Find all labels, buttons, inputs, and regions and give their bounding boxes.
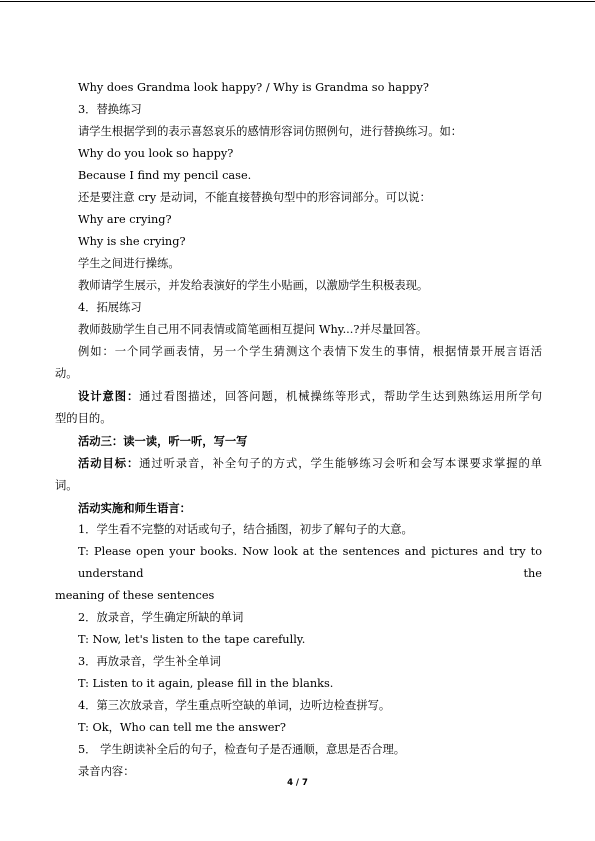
- document-body: [55, 77, 542, 783]
- step-line: T: Please open your books. Now look at the sentences and pictures and try to understand the: [78, 545, 542, 580]
- text-line: 教师鼓励学生自己用不同表情或简笔画相互提问 Why...?并尽量回答。: [78, 323, 428, 336]
- step-line: 5． 学生朗读补全后的句子，检查句子是否通顺，意思是否合理。: [78, 743, 406, 756]
- page-number: 4 / 7: [287, 778, 308, 788]
- header-rule: [0, 1, 595, 2]
- step-line: 录音内容：: [78, 765, 135, 778]
- step-line: 1．学生看不完整的对话或句子，结合插图，初步了解句子的大意。: [78, 523, 413, 536]
- activity3-title: 活动三：读一读，听一听，写一写: [78, 434, 248, 448]
- text-line: Why does Grandma look happy? / Why is Grandma so happy?: [78, 81, 429, 94]
- step-line: T: Listen to it again, please fill in the blanks.: [78, 677, 334, 690]
- step-line: 3．再放录音，学生补全单词: [78, 655, 221, 668]
- text-line: 动。: [55, 367, 78, 380]
- activity3-goal-text: 通过听录音，补全句子的方式，学生能够练习会听和会写本课要求掌握的单: [139, 457, 542, 470]
- step-line: 4．第三次放录音，学生重点听空缺的单词，边听边检查拼写。: [78, 699, 391, 712]
- text-line: Because I find my pencil case.: [78, 169, 252, 182]
- design-intent-text: 通过看图描述，回答问题，机械操练等形式，帮助学生达到熟练运用所学句: [139, 390, 542, 403]
- text-line: 请学生根据学到的表示喜怒哀乐的感情形容词仿照例句，进行替换练习。如：: [78, 125, 463, 138]
- text-line: Why do you look so happy?: [78, 147, 234, 160]
- text-line: 还是要注意 cry 是动词，不能直接替换句型中的形容词部分。可以说：: [78, 191, 431, 204]
- text-line: Why is she crying?: [78, 235, 186, 248]
- design-intent-line1: [55, 385, 542, 408]
- section-heading-4: 4．拓展练习: [78, 301, 142, 314]
- step-line: 2．放录音，学生确定所缺的单词: [78, 611, 244, 624]
- text-line: 例如：一个同学画表情，另一个学生猜测这个表情下发生的事情，根据情景开展言语活: [78, 345, 542, 358]
- step-line: T: Now, let's listen to the tape carefully.: [78, 633, 306, 646]
- text-line: 学生之间进行操练。: [78, 257, 180, 270]
- step-line: T: Ok，Who can tell me the answer?: [78, 721, 286, 734]
- activity3-goal-line1: [55, 452, 542, 475]
- activity3-goal-label: 活动目标：: [78, 456, 140, 470]
- section-heading-3: 3．替换练习: [78, 103, 142, 116]
- activity3-goal-line2: 词。: [55, 479, 78, 492]
- activity3-impl-title: 活动实施和师生语言：: [78, 501, 191, 515]
- step-line: meaning of these sentences: [55, 589, 215, 602]
- text-line: Why are crying?: [78, 213, 172, 226]
- text-line: 教师请学生展示，并发给表演好的学生小贴画，以激励学生积极表现。: [78, 279, 429, 292]
- design-intent-label: 设计意图：: [78, 389, 140, 403]
- design-intent-line2: 型的目的。: [55, 412, 112, 425]
